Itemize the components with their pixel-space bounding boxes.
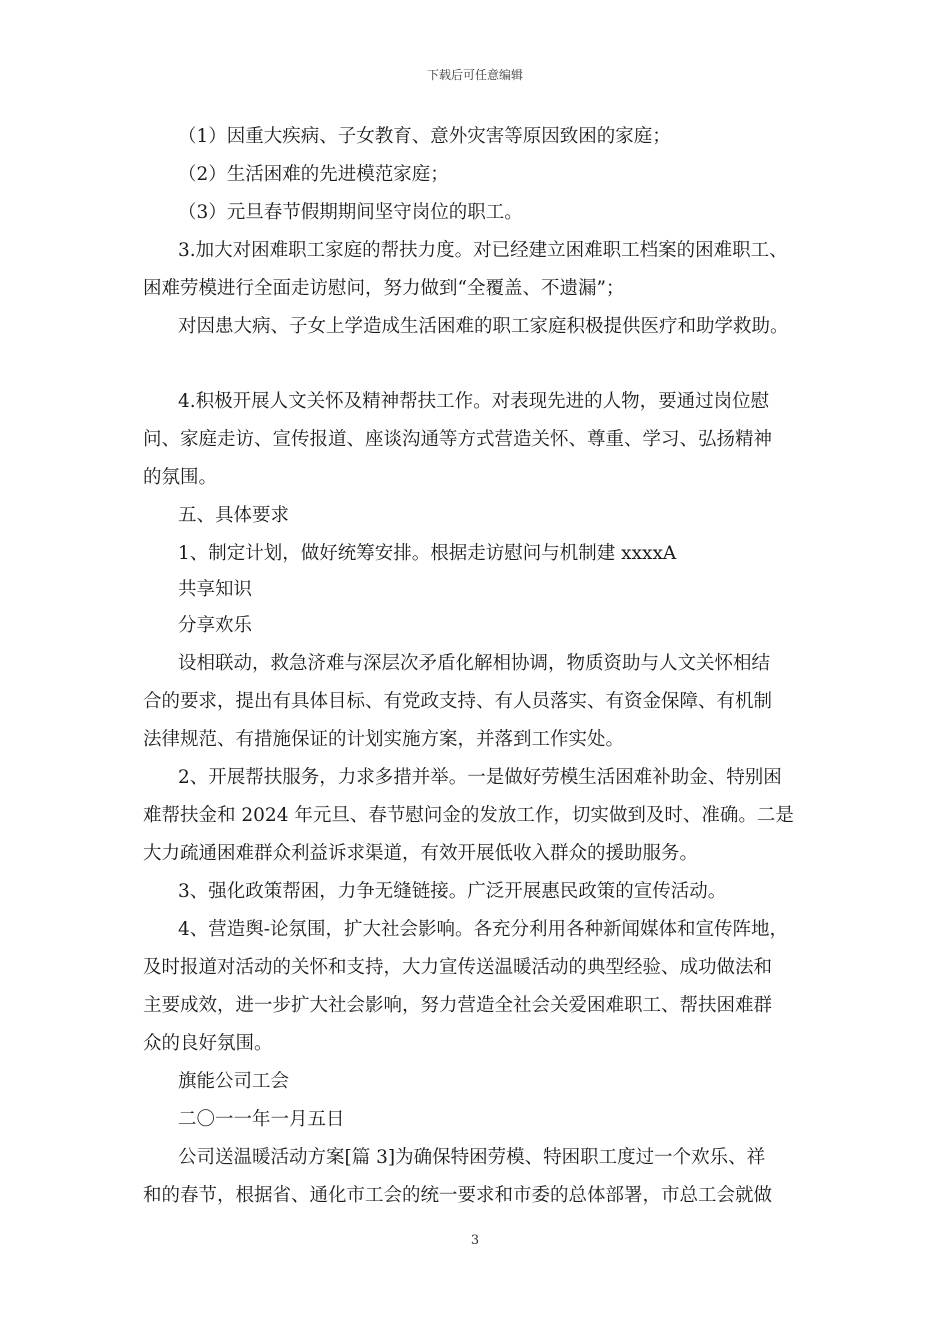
paragraph-line: 法律规范、有措施保证的计划实施方案，并落到工作实处。 <box>143 729 625 750</box>
paragraph-line: 难帮扶金和 2024 年元旦、春节慰问金的发放工作，切实做到及时、准确。二是 <box>143 805 794 826</box>
paragraph-line: 4、营造舆-论氛围，扩大社会影响。各充分利用各种新闻媒体和宣传阵地， <box>178 919 789 940</box>
paragraph-line: 3.加大对困难职工家庭的帮扶力度。对已经建立困难职工档案的困难职工、 <box>178 240 788 261</box>
paragraph-line: 1、制定计划，做好统筹安排。根据走访慰问与机制建 xxxxA <box>178 543 677 564</box>
paragraph-line: 分享欢乐 <box>178 615 253 636</box>
signature-org: 旗能公司工会 <box>178 1071 290 1092</box>
section-heading: 五、具体要求 <box>178 505 290 526</box>
paragraph-line: 的氛围。 <box>143 467 218 488</box>
paragraph-line: 问、家庭走访、宣传报道、座谈沟通等方式营造关怀、尊重、学习、弘扬精神 <box>143 429 773 450</box>
paragraph-line: 设相联动，救急济难与深层次矛盾化解相协调，物质资助与人文关怀相结 <box>178 653 771 674</box>
paragraph-line: 合的要求，提出有具体目标、有党政支持、有人员落实、有资金保障、有机制 <box>143 691 773 712</box>
paragraph-line: 4.积极开展人文关怀及精神帮扶工作。对表现先进的人物，要通过岗位慰 <box>178 391 770 412</box>
paragraph-line: 及时报道对活动的关怀和支持，大力宣传送温暖活动的典型经验、成功做法和 <box>143 957 773 978</box>
list-item: （1）因重大疾病、子女教育、意外灾害等原因致困的家庭； <box>178 126 671 147</box>
page-header: 下载后可任意编辑 <box>426 68 523 82</box>
paragraph-line: 公司送温暖活动方案[篇 3]为确保特困劳模、特困职工度过一个欢乐、祥 <box>178 1147 766 1168</box>
signature-date: 二〇一一年一月五日 <box>178 1109 345 1130</box>
list-item: （3）元旦春节假期期间坚守岗位的职工。 <box>178 202 523 223</box>
paragraph-line: 对因患大病、子女上学造成生活困难的职工家庭积极提供医疗和助学救助。 <box>178 316 789 337</box>
paragraph-line: 大力疏通困难群众利益诉求渠道，有效开展低收入群众的援助服务。 <box>143 843 699 864</box>
paragraph-line: 众的良好氛围。 <box>143 1033 273 1054</box>
paragraph-line: 共享知识 <box>178 579 253 600</box>
page-number: 3 <box>470 1233 480 1248</box>
paragraph-line: 2、开展帮扶服务，力求多措并举。一是做好劳模生活困难补助金、特别困 <box>178 767 782 788</box>
paragraph-line: 困难劳模进行全面走访慰问，努力做到“全覆盖、不遗漏”； <box>143 278 625 299</box>
paragraph-line: 3、强化政策帮困，力争无缝链接。广泛开展惠民政策的宣传活动。 <box>178 881 727 902</box>
list-item: （2）生活困难的先进模范家庭； <box>178 164 449 185</box>
paragraph-line: 和的春节，根据省、通化市工会的统一要求和市委的总体部署，市总工会就做 <box>143 1185 773 1206</box>
paragraph-line: 主要成效，进一步扩大社会影响，努力营造全社会关爱困难职工、帮扶困难群 <box>143 995 773 1016</box>
